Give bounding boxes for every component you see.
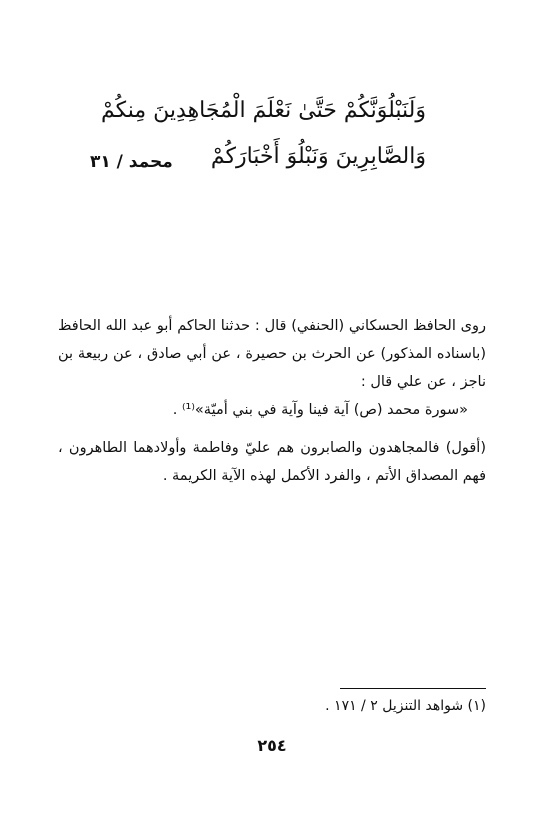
footnote: (١) شواهد التنزيل ٢ / ١٧١ . [325, 698, 486, 714]
quran-verse: وَلَنَبْلُوَنَّكُمْ حَتَّىٰ نَعْلَمَ الْمُجَاهِدِينَ مِنكُمْ وَالصَّابِرِينَ وَنَبْلُوَ أَخْبَارَكُمْ [100, 98, 426, 169]
footnote-divider [340, 688, 486, 689]
narration-paragraph: روى الحافظ الحسكاني (الحنفي) قال : حدثنا الحاكم أبو عبد الله الحافظ (باسناده المذكور) عن الحرث بن حصيرة ، عن أبي صادق ، عن ربيعة بن ناجز ، عن علي قال : [58, 318, 486, 390]
commentary-paragraph: (أقول) فالمجاهدون والصابرون هم عليّ وفاطمة وأولادهما الطاهرون ، فهم المصداق الأتم ، والفرد الأكمل لهذه الآية الكريمة . [58, 440, 486, 484]
page-number: ٢٥٤ [257, 736, 287, 755]
verse-reference: محمد / ٣١ [90, 152, 173, 172]
hadith-quote: «سورة محمد (ص) آية فينا وآية في بني أميّة»⁽¹⁾ . [172, 402, 468, 418]
main-text [58, 312, 486, 490]
